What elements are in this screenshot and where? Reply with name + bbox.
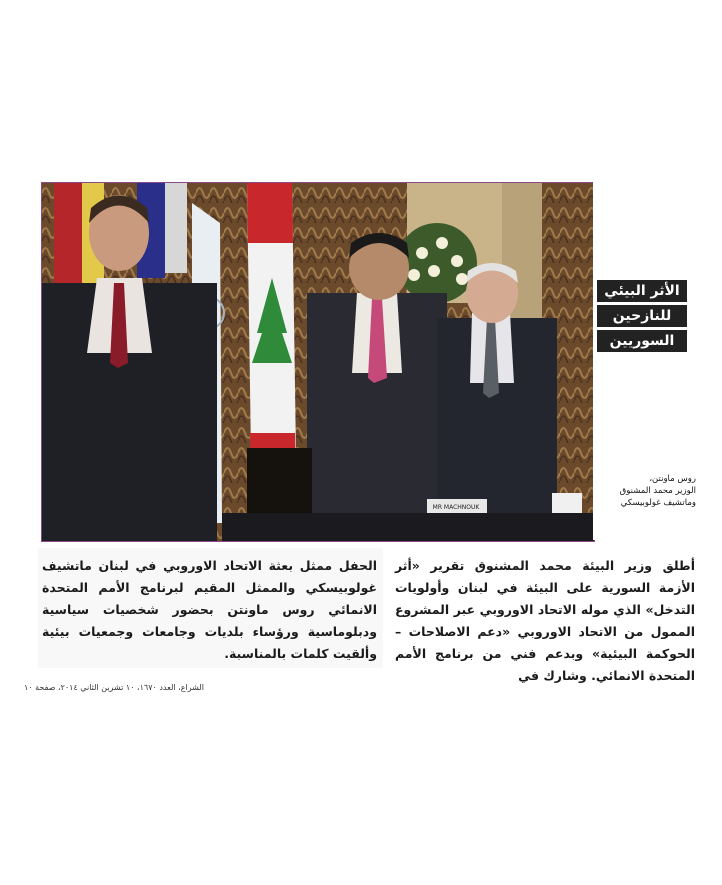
nameplate-text: MR MACHNOUK	[432, 504, 480, 511]
article-title	[597, 280, 687, 355]
article-column-right: أطلق وزير البيئة محمد المشنوق تقرير «أثر الأزمة السورية على البيئة في لبنان وأولويات التدخل» الذي موله الاتحاد الاوروبي عبر المشروع الممول من الاتحاد الاوروبي «دعم الاصلاحات – الحوكمة البيئية» وبدعم فني من برنامج الأمم المتحدة الانمائي. وشارك في	[395, 558, 695, 683]
title-line-3: السوريين	[597, 330, 687, 352]
photo-caption-line-3: وماتشيف غولوبيسكي	[620, 498, 696, 508]
title-line-2: للنازحين	[597, 305, 687, 327]
source-footer: الشراع، العدد ١٦٧٠، ١٠ تشرين الثاني ٢٠١٤، صفحة ١٠	[24, 683, 204, 692]
photo-caption-line-2: الوزير محمد المشنوق	[619, 486, 696, 496]
press-photo	[41, 182, 595, 542]
photo-caption	[596, 473, 696, 509]
photo-illustration	[42, 183, 594, 541]
photo-caption-line-1: روس ماونتن،	[649, 474, 696, 484]
title-line-1: الأثر البيئي	[597, 280, 687, 302]
article-column-left: الحفل ممثل بعثة الاتحاد الاوروبي في لبنان ماتشيف غولوبيسكي والممثل المقيم لبرنامج الأمم المتحدة الانمائي روس ماونتن بحضور شخصيات سياسية ودبلوماسية ورؤساء بلديات وجامعات وجمعيات بيئية وألقيت كلمات بالمناسبة.	[42, 558, 377, 661]
